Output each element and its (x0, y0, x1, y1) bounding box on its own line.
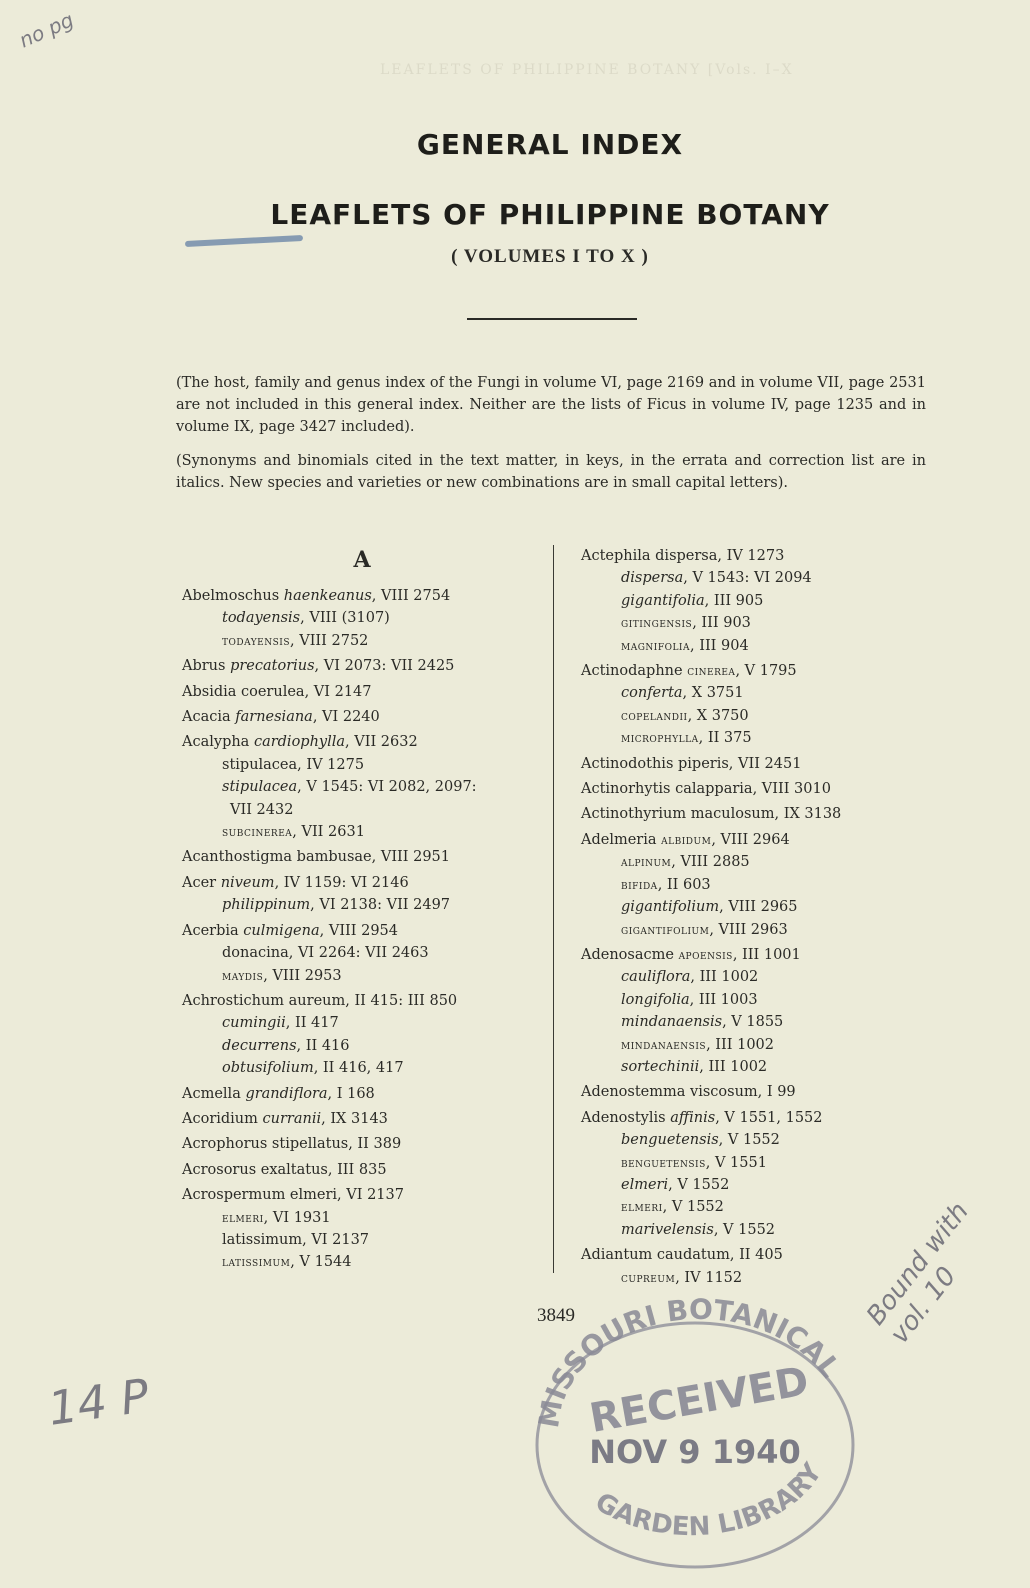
entry-text: benguetensis (621, 1132, 719, 1149)
entry-text: Actinodothis piperis, VII 2451 (581, 755, 802, 772)
entry-text: niveum (220, 874, 275, 891)
entry-text: , III 1003 (689, 991, 758, 1008)
entry-text: cauliflora (621, 969, 691, 986)
index-entry (182, 706, 542, 728)
entry-text: gigantifolium (621, 899, 720, 916)
entry-text: Achrostichum aureum, II 415: III 850 (182, 992, 458, 1009)
entry-text: Adiantum caudatum, II 405 (581, 1247, 783, 1264)
entry-text: Actephila dispersa, IV 1273 (581, 548, 785, 564)
entry-text: benguetensis (621, 1154, 706, 1171)
entry-text: , III 904 (690, 637, 749, 654)
entry-text: haenkeanus (283, 588, 372, 604)
handwritten-note-top: no pg (15, 7, 78, 53)
entry-text: , VIII 2954 (319, 922, 399, 939)
entry-text: cardiophylla (253, 734, 346, 751)
index-entry (581, 660, 941, 682)
index-entry (182, 681, 542, 703)
entry-text: Acmella (182, 1085, 246, 1102)
entry-text: , V 1552 (668, 1176, 730, 1193)
index-column-left (182, 545, 542, 1274)
index-subentry (182, 607, 542, 629)
stamp-bottom-text: GARDEN LIBRARY (589, 1458, 829, 1543)
index-subentry (581, 705, 941, 727)
title-leaflets: LEAFLETS OF PHILIPPINE BOTANY (270, 198, 830, 231)
entry-text: , VI 2240 (312, 709, 380, 726)
entry-text: donacina, VI 2264: VII 2463 (222, 945, 429, 962)
index-subentry (581, 1011, 941, 1033)
entry-text: Adenostylis (581, 1109, 671, 1126)
index-subentry (581, 590, 941, 612)
entry-text: alpinum (621, 854, 672, 871)
entry-text: , I 168 (327, 1085, 375, 1102)
entry-text: Actinorhytis calapparia, VIII 3010 (581, 781, 831, 798)
index-subentry (581, 989, 941, 1011)
entry-text: Adenosacme (581, 946, 679, 963)
entry-text: , IX 3143 (321, 1110, 388, 1127)
entry-text: cupreum (621, 1269, 676, 1286)
entry-text: , V 1552 (718, 1132, 780, 1149)
entry-text: precatorius (230, 658, 315, 675)
index-subentry (182, 1057, 542, 1079)
entry-text: , X 3750 (687, 707, 749, 724)
intro-paragraph-synonyms: (Synonyms and binomials cited in the text matter, in keys, in the errata and correction list are in italics. New species and varieties or new combinations are in small capital letters). (176, 453, 926, 491)
column-divider (553, 545, 554, 1273)
entry-text: , VI 2073: VII 2425 (314, 658, 455, 675)
entry-text: , VII 2632 (345, 734, 418, 751)
entry-text: , VI 1931 (263, 1209, 331, 1226)
entry-text: , VIII 2752 (290, 632, 369, 649)
entry-text: todayensis (222, 610, 301, 627)
entry-text: Absidia coerulea, VI 2147 (182, 683, 372, 700)
index-subentry (182, 1251, 542, 1273)
index-entry (182, 920, 542, 942)
index-subentry (581, 1056, 941, 1078)
entry-text: stipulacea (222, 779, 298, 796)
entry-text: elmeri (621, 1199, 663, 1216)
entry-text: , X 3751 (682, 685, 744, 702)
entry-text: , VIII 2963 (709, 921, 788, 938)
index-subentry (581, 1219, 941, 1241)
library-received-stamp (505, 1295, 865, 1575)
entry-text: , VIII 2885 (671, 854, 750, 871)
entry-text: , V 1552 (662, 1199, 724, 1216)
index-entry (581, 803, 941, 825)
entry-text: Acacia (182, 709, 236, 726)
entry-text: dispersa (621, 570, 684, 587)
index-entry (182, 1133, 542, 1155)
handwritten-note-bottom: 14 P (44, 1368, 153, 1436)
index-entry (182, 846, 542, 868)
entry-text: elmeri (222, 1209, 264, 1226)
entry-text: , V 1551, 1552 (715, 1109, 823, 1126)
entry-text: affinis (670, 1109, 716, 1126)
index-subentry (581, 896, 941, 918)
index-subentry (581, 1152, 941, 1174)
entry-text: gitingensis (621, 615, 693, 632)
entry-text: decurrens (222, 1037, 297, 1054)
index-subentry (182, 799, 542, 821)
index-subentry (581, 567, 941, 589)
section-letter: A (353, 547, 371, 573)
entry-text: , V 1544 (290, 1254, 352, 1271)
index-list-left (182, 585, 542, 1274)
index-subentry (182, 1229, 542, 1251)
index-entry (182, 1108, 542, 1130)
entry-text: grandiflora (245, 1085, 328, 1102)
entry-text: Acanthostigma bambusae, VIII 2951 (182, 849, 451, 866)
entry-text: VII 2432 (230, 801, 294, 818)
entry-text: magnifolia (621, 637, 690, 654)
entry-text: latissimum, VI 2137 (222, 1231, 370, 1248)
entry-text: Acrophorus stipellatus, II 389 (182, 1136, 402, 1153)
entry-text: , III 1002 (690, 969, 759, 986)
bleed-through-header: LEAFLETS OF PHILIPPINE BOTANY [Vols. I–X (380, 62, 794, 78)
title-general-index: GENERAL INDEX (416, 128, 684, 161)
entry-text: Acoridium (182, 1110, 263, 1127)
index-subentry (581, 874, 941, 896)
page-number: 3849 (537, 1305, 575, 1326)
entry-text: , IV 1159: VI 2146 (274, 874, 409, 891)
index-subentry (581, 635, 941, 657)
index-subentry (581, 966, 941, 988)
index-subentry (581, 1129, 941, 1151)
index-subentry (182, 630, 542, 652)
entry-text: conferta (621, 685, 683, 702)
entry-text: mindanaensis (621, 1014, 723, 1031)
title-rule (467, 318, 637, 320)
entry-text: , VI 2138: VII 2497 (310, 897, 451, 914)
entry-text: , II 416, 417 (313, 1060, 404, 1077)
entry-text: , V 1795 (735, 663, 797, 680)
entry-text: latissimum (222, 1254, 291, 1271)
index-entry (581, 1107, 941, 1129)
entry-text: , II 416 (296, 1037, 350, 1054)
entry-text: , III 905 (704, 592, 764, 609)
index-entry (581, 944, 941, 966)
entry-text: gigantifolium (621, 921, 710, 938)
entry-text: albidum (661, 831, 712, 848)
index-subentry (182, 1035, 542, 1057)
index-subentry (182, 1207, 542, 1229)
index-entry (182, 585, 542, 607)
index-list-right (581, 545, 941, 1289)
entry-text: farnesiana (235, 709, 313, 726)
index-subentry (581, 919, 941, 941)
entry-text: apoensis (678, 946, 733, 963)
entry-text: , V 1545: VI 2082, 2097: (297, 779, 477, 796)
title-volumes: ( VOLUMES I TO X ) (451, 246, 649, 267)
entry-text: , III 1002 (706, 1036, 774, 1053)
entry-text: Acrospermum elmeri, VI 2137 (182, 1187, 404, 1204)
entry-text: Adelmeria (581, 831, 662, 848)
index-entry (581, 829, 941, 851)
entry-text: sortechinii (621, 1058, 700, 1075)
entry-text: Actinodaphne (581, 663, 688, 680)
index-subentry (182, 965, 542, 987)
entry-text: culmigena (243, 922, 320, 939)
entry-text: microphylla (621, 730, 699, 747)
entry-text: , VIII (3107) (300, 610, 390, 627)
entry-text: Abrus (182, 658, 231, 675)
entry-text: Adenostemma viscosum, I 99 (581, 1084, 796, 1101)
index-subentry (182, 1012, 542, 1034)
entry-text: , IV 1152 (675, 1269, 743, 1286)
entry-text: Abelmoschus (182, 588, 284, 604)
index-subentry (581, 612, 941, 634)
entry-text: , VII 2631 (292, 824, 365, 841)
entry-text: , V 1551 (705, 1154, 767, 1171)
entry-text: marivelensis (621, 1221, 714, 1238)
entry-text: elmeri (621, 1176, 669, 1193)
stamp-received-text: RECEIVED (586, 1358, 813, 1442)
entry-text: , II 375 (698, 730, 752, 747)
index-subentry (581, 1174, 941, 1196)
index-subentry (581, 682, 941, 704)
handwritten-note-bound: Bound with vol. 10 (860, 1196, 975, 1350)
entry-text: , V 1552 (713, 1221, 776, 1238)
entry-text: , III 903 (692, 615, 751, 632)
index-entry (182, 1159, 542, 1181)
entry-text: longifolia (621, 991, 690, 1008)
entry-text: cumingii (222, 1015, 286, 1032)
index-entry (182, 990, 542, 1012)
entry-text: cinerea (687, 663, 736, 680)
index-subentry (581, 727, 941, 749)
entry-text: curranii (262, 1110, 322, 1127)
index-entry (182, 1083, 542, 1105)
entry-text: , II 603 (657, 876, 711, 893)
entry-text: , VIII 2953 (263, 967, 342, 984)
entry-text: stipulacea, IV 1275 (222, 756, 365, 773)
index-subentry (182, 754, 542, 776)
entry-text: maydis (222, 967, 264, 984)
entry-text: mindanaensis (621, 1036, 707, 1053)
entry-text: Actinothyrium maculosum, IX 3138 (581, 806, 842, 823)
index-subentry (182, 776, 542, 798)
index-entry (182, 731, 542, 753)
index-entry (581, 1244, 941, 1266)
index-subentry (581, 851, 941, 873)
entry-text: todayensis (222, 632, 291, 649)
entry-text: Acerbia (182, 922, 244, 939)
entry-text: , III 1001 (732, 946, 801, 963)
entry-text: , II 417 (285, 1015, 339, 1032)
index-subentry (581, 1196, 941, 1218)
entry-text: gigantifolia (621, 592, 705, 609)
index-column-right (581, 545, 941, 1289)
entry-text: Acer (182, 874, 221, 891)
stamp-date-text: NOV 9 1940 (589, 1433, 801, 1471)
entry-text: copelandii (621, 707, 688, 724)
index-entry (581, 1081, 941, 1103)
entry-text: , VIII 2965 (719, 899, 798, 916)
entry-text: , VIII 2754 (371, 588, 451, 604)
entry-text: Acalypha (182, 734, 254, 751)
index-entry (581, 778, 941, 800)
entry-text: , V 1543: VI 2094 (683, 570, 812, 587)
index-entry (581, 753, 941, 775)
entry-text: Acrosorus exaltatus, III 835 (182, 1161, 387, 1178)
entry-text: , III 1002 (699, 1058, 768, 1075)
entry-text: , VIII 2964 (711, 831, 790, 848)
index-subentry (182, 894, 542, 916)
index-entry (182, 655, 542, 677)
index-entry (581, 545, 941, 567)
entry-text: obtusifolium (222, 1060, 314, 1077)
entry-text: subcinerea (222, 824, 293, 841)
index-subentry (581, 1034, 941, 1056)
entry-text: , V 1855 (722, 1014, 784, 1031)
stamp-top-text: MISSOURI BOTANICAL (531, 1295, 847, 1431)
entry-text: philippinum (222, 897, 311, 914)
index-entry (182, 1184, 542, 1206)
index-entry (182, 872, 542, 894)
entry-text: bifida (621, 876, 658, 893)
intro-paragraph-fungi: (The host, family and genus index of the Fungi in volume VI, page 2169 and in volume VII, page 2531 are not included in this general index. Neither are the lists of Ficus in volume IV, page 1235 and in volume IX, page 3427 included). (176, 375, 926, 435)
index-subentry (182, 821, 542, 843)
index-subentry (182, 942, 542, 964)
